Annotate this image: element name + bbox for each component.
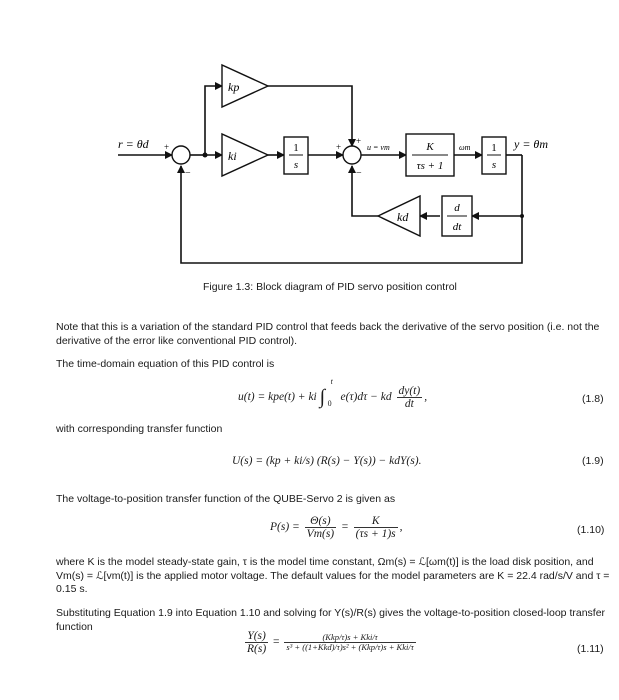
integrator-num: 1 (293, 142, 299, 154)
integral-sign: ∫ (319, 386, 326, 408)
integrator-den: s (293, 159, 299, 171)
integral-upper: t (330, 377, 333, 386)
derivative-den: dt (452, 221, 462, 233)
sign-plus: + (164, 142, 170, 152)
branch-point (203, 153, 208, 158)
sign-plus: + (356, 136, 362, 146)
equation-1-10 (270, 515, 403, 540)
equation-1-9: U(s) = (kp + ki/s) (R(s) − Y(s)) − kdY(s). (232, 455, 422, 467)
integrator2-den: s (491, 159, 497, 171)
eq111-denominator: s³ + ((1+Kkd)/τ)s² + (Kkp/τ)s + Kki/τ (286, 642, 414, 652)
pid-block-diagram (0, 0, 619, 275)
eq-number-1-11: (1.11) (577, 643, 604, 655)
eq111-lhs-den: R(s) (247, 643, 267, 655)
eq110-tail: , (399, 521, 403, 534)
eq-number-1-8: (1.8) (582, 393, 604, 405)
paragraph-time-domain: The time-domain equation of this PID control is (56, 358, 275, 370)
integral-lower: 0 (327, 399, 332, 408)
velocity-label: ωm (459, 143, 471, 152)
eq110-f2-num: K (354, 515, 398, 528)
eq18-tail: , (424, 391, 428, 403)
equation-1-8 (238, 377, 428, 410)
eq-number-1-10: (1.10) (577, 524, 605, 536)
eq111-numerator: (Kkp/τ)s + Kki/τ (284, 633, 415, 643)
eq18-lhs: u(t) = kpe(t) + ki (238, 391, 317, 403)
paragraph-model-parameters: where K is the model steady-state gain, τ is the model time constant, Ωm(s) = ℒ[ωm(t)] is the load disk position, and Vm(s) = ℒ[vm(t)] is the applied motor voltage. The default values for the model parameters are K = 22.4 rad/s/V and τ = 0.15 s. (56, 556, 610, 595)
eq110-f1-num: Θ(s) (305, 515, 336, 528)
eq110-lhs: P(s) = (270, 521, 300, 534)
derivative-num: d (454, 202, 460, 214)
summing-junction-error (172, 146, 190, 164)
paragraph-closed-loop: Substituting Equation 1.9 into Equation 1.10 and solving for Y(s)/R(s) gives the voltage-to-position closed-loop transfer function (56, 607, 606, 633)
ki-label: ki (228, 149, 237, 163)
reference-label: r = θd (118, 137, 149, 151)
eq18-frac-den: dt (404, 397, 414, 410)
eq18-mid: e(τ)dτ − kd (340, 391, 392, 403)
eq110-f2-den: (τs + 1)s (355, 528, 396, 540)
output-label: y = θm (514, 137, 548, 151)
paragraph-transfer-function: with corresponding transfer function (56, 423, 223, 435)
eq110-f1-den: Vm(s) (306, 528, 335, 540)
eq111-lhs-num: Y(s) (245, 630, 268, 643)
sign-minus: − (356, 168, 362, 179)
plant-num: K (426, 141, 434, 153)
sign-minus: − (185, 168, 191, 179)
equation-1-11: $\frac{Y(s)}{R(s)}$ = $\frac{\text{(Kkp/τ)s + Kki/τ}}{\text{s³ + ((1+Kkd)/τ)s² + (Kkp/τ)s + Kki/τ}}$ (247, 630, 414, 655)
figure-caption: Figure 1.3: Block diagram of PID servo position control (203, 281, 457, 293)
branch-point (520, 214, 524, 218)
kp-label: kp (228, 80, 240, 94)
paragraph-voltage-position: The voltage-to-position transfer function of the QUBE-Servo 2 is given as (56, 493, 396, 505)
eq110-eq: = (341, 521, 349, 534)
eq18-frac-num: dy(t) (398, 384, 421, 397)
eq-number-1-9: (1.9) (582, 455, 604, 467)
sign-plus: + (336, 142, 342, 152)
integrator2-num: 1 (491, 142, 497, 154)
plant-den: τs + 1 (416, 160, 444, 172)
paragraph-pid-variation: Note that this is a variation of the standard PID control that feeds back the derivative of the servo position (i.e. not the derivative of the error like conventional PID control). (56, 321, 600, 347)
summing-junction-control (343, 146, 361, 164)
control-signal-label: u = vm (367, 143, 390, 152)
kd-label: kd (397, 210, 409, 224)
